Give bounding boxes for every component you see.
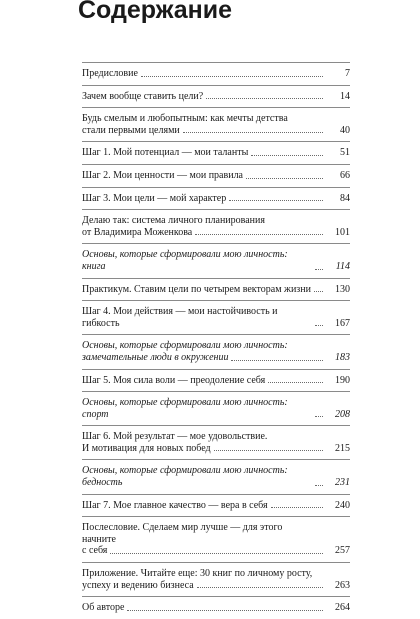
- toc-entry-title-line: Основы, которые сформировали мою личность:: [82, 340, 288, 352]
- dot-leader: [315, 269, 323, 270]
- dot-leader: [271, 507, 323, 508]
- entry-separator: [82, 516, 350, 517]
- toc-entry: [82, 193, 350, 205]
- entry-separator: [82, 107, 350, 108]
- toc-entry: [82, 375, 350, 387]
- toc-entry: [82, 397, 350, 420]
- toc-entry: [82, 568, 350, 591]
- entry-separator: [82, 494, 350, 495]
- dot-leader: [314, 291, 323, 292]
- toc-entry: [82, 500, 350, 512]
- entry-separator: [82, 164, 350, 165]
- toc-entry: [82, 340, 350, 363]
- entry-separator: [82, 278, 350, 279]
- toc-entry: [82, 215, 350, 238]
- entry-separator: [82, 300, 350, 301]
- toc-entry-page: 264: [335, 602, 350, 614]
- toc-entry-title: Шаг 2. Мои ценности — мои правила: [82, 169, 243, 181]
- toc-entry: [82, 113, 350, 136]
- toc-entry-page: 167: [335, 317, 350, 329]
- entry-separator: [82, 141, 350, 142]
- dot-leader: [206, 98, 323, 99]
- toc-entry-page: 190: [335, 374, 350, 386]
- toc-entry-title: Шаг 4. Мои действия — мои настойчивость и гибкость: [82, 306, 278, 329]
- toc-entry-page: 208: [335, 408, 350, 420]
- toc-entry-page: 114: [335, 260, 350, 272]
- toc-entry-title-line: Послесловие. Сделаем мир лучше — для этого начните: [82, 522, 283, 545]
- toc-entry-title: замечательные люди в окружении: [82, 351, 229, 363]
- toc-entry: [82, 306, 350, 329]
- toc-entry-page: 7: [345, 68, 350, 79]
- toc-entry-title: от Владимира Моженкова: [82, 226, 193, 238]
- entry-separator: [82, 425, 350, 426]
- toc-entry-title: Практикум. Ставим цели по четырем векторам жизни: [82, 283, 311, 295]
- entry-separator: [82, 209, 350, 210]
- toc-entry-title: стали первыми целями: [82, 124, 180, 136]
- dot-leader: [141, 76, 323, 77]
- toc-entry-title: Предисловие: [82, 68, 138, 79]
- toc-entry: [82, 284, 350, 296]
- toc-entry-title: Основы, которые сформировали мою личность: спорт: [82, 397, 288, 420]
- toc-entry-title: Шаг 7. Мое главное качество — вера в себя: [82, 499, 268, 511]
- toc-entry-page: 231: [335, 477, 350, 489]
- toc-entry: [82, 465, 350, 488]
- toc-entry: [82, 431, 350, 454]
- dot-leader: [315, 325, 323, 326]
- entry-separator: [82, 562, 350, 563]
- toc-entry: [82, 249, 350, 272]
- toc-entry-page: 84: [340, 192, 350, 204]
- toc-entry: [82, 170, 350, 182]
- entry-separator: [82, 62, 350, 63]
- toc-entry-title: успеху и ведению бизнеса: [82, 579, 194, 591]
- toc-entry: [82, 68, 350, 80]
- dot-leader: [197, 587, 323, 588]
- toc-entry-title: с себя: [82, 545, 108, 557]
- dot-leader: [183, 132, 323, 133]
- dot-leader: [251, 155, 323, 156]
- dot-leader: [229, 200, 323, 201]
- toc-entry-page: 215: [335, 442, 350, 454]
- toc-entry-title: Основы, которые сформировали мою личность: книга: [82, 249, 288, 272]
- entry-separator: [82, 243, 350, 244]
- toc-entry-page: 263: [335, 579, 350, 591]
- toc-entry-title: Основы, которые сформировали мою личность: бедность: [82, 465, 288, 489]
- entry-separator: [82, 391, 350, 392]
- page-title: Содержание: [78, 0, 233, 24]
- toc-entry-page: 101: [335, 226, 350, 238]
- toc-entry: [82, 91, 350, 103]
- dot-leader: [214, 450, 323, 451]
- toc-entry-page: 240: [335, 499, 350, 511]
- toc-entry: [82, 602, 350, 614]
- entry-separator: [82, 187, 350, 188]
- dot-leader: [195, 234, 323, 235]
- dot-leader: [268, 382, 323, 383]
- toc-entry-title-line: Делаю так: система личного планирования: [82, 215, 265, 227]
- entry-separator: [82, 459, 350, 460]
- table-of-contents: [82, 62, 350, 619]
- toc-entry-title-line: Приложение. Читайте еще: 30 книг по личному росту,: [82, 568, 313, 580]
- dot-leader: [246, 178, 323, 179]
- dot-leader: [315, 416, 323, 417]
- toc-entry: [82, 522, 350, 557]
- toc-entry: [82, 147, 350, 159]
- toc-entry-title: Шаг 3. Мои цели — мой характер: [82, 192, 227, 204]
- toc-entry-page: 130: [335, 283, 350, 295]
- entry-separator: [82, 596, 350, 597]
- entry-separator: [82, 369, 350, 370]
- toc-entry-page: 51: [340, 147, 350, 159]
- entry-separator: [82, 85, 350, 86]
- toc-entry-title: Об авторе: [82, 602, 125, 614]
- toc-entry-title: И мотивация для новых побед: [82, 442, 211, 454]
- dot-leader: [110, 553, 323, 554]
- dot-leader: [315, 485, 323, 486]
- toc-entry-title: Шаг 5. Моя сила воли — преодоление себя: [82, 374, 266, 386]
- toc-entry-page: 14: [340, 90, 350, 102]
- toc-entry-title: Шаг 1. Мой потенциал — мои таланты: [82, 147, 249, 159]
- toc-entry-title-line: Будь смелым и любопытным: как мечты детства: [82, 113, 288, 125]
- toc-entry-title: Зачем вообще ставить цели?: [82, 90, 204, 102]
- toc-entry-page: 183: [335, 351, 350, 363]
- toc-entry-page: 257: [335, 545, 350, 557]
- toc-entry-title-line: Шаг 6. Мой результат — мое удовольствие.: [82, 431, 268, 443]
- dot-leader: [231, 360, 323, 361]
- toc-entry-page: 40: [340, 124, 350, 136]
- toc-entry-page: 66: [340, 169, 350, 181]
- dot-leader: [127, 610, 323, 611]
- entry-separator: [82, 334, 350, 335]
